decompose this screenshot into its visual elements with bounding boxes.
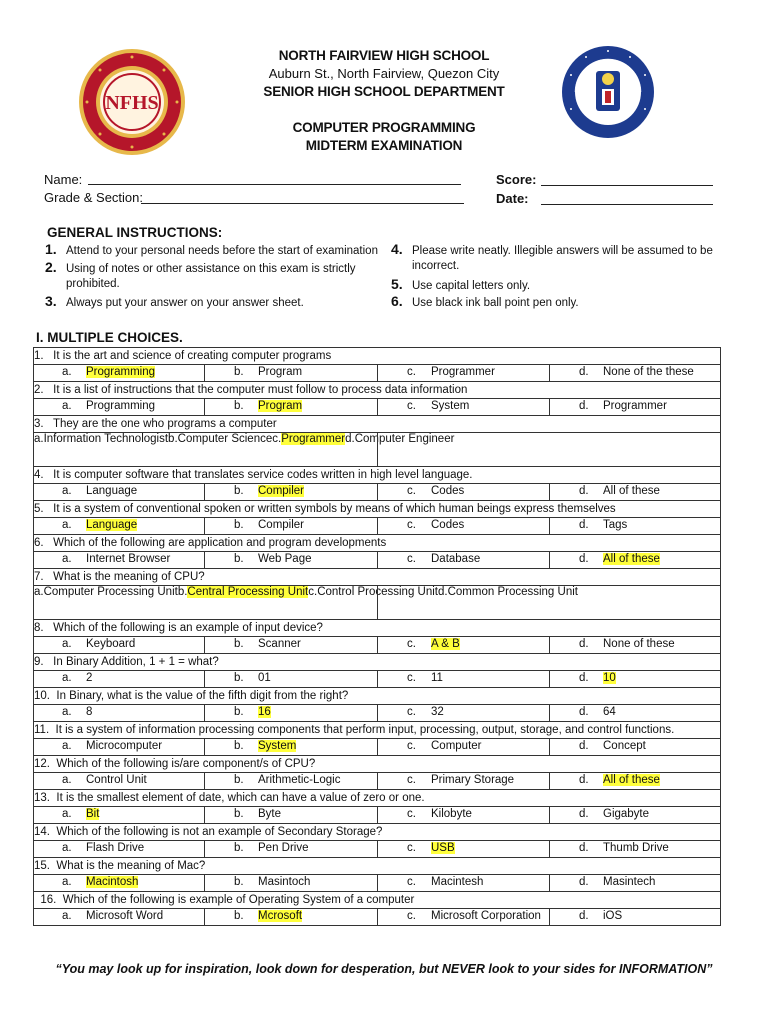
column-divider: [377, 909, 378, 925]
option-letter: c.: [407, 638, 416, 650]
column-divider: [204, 671, 205, 687]
option-letter: c.: [407, 876, 416, 888]
instructions-title: GENERAL INSTRUCTIONS:: [47, 225, 223, 240]
option-letter: b.: [234, 740, 244, 752]
option-letter: d.: [579, 485, 589, 497]
option-letter: b.: [234, 876, 244, 888]
column-divider: [549, 909, 550, 925]
option-letter: b.: [234, 808, 244, 820]
option-text[interactable]: Computer Science: [177, 433, 273, 445]
option-text[interactable]: All of these: [603, 485, 660, 497]
option-letter: b.: [234, 842, 244, 854]
option-letter: a.: [62, 910, 72, 922]
option-text[interactable]: Microcomputer: [86, 740, 163, 752]
grade-section-field[interactable]: [141, 203, 464, 204]
option-letter: a.: [62, 740, 72, 752]
question-text: 14. Which of the following is not an example of Secondary Storage?: [34, 824, 721, 841]
option-text[interactable]: Web Page: [258, 553, 312, 565]
option-text[interactable]: Programming: [86, 400, 156, 412]
option-letter: c.: [407, 485, 416, 497]
column-divider: [377, 875, 378, 891]
column-divider: [549, 739, 550, 755]
option-text[interactable]: Control Unit: [86, 774, 147, 786]
option-text[interactable]: Codes: [431, 519, 465, 531]
question-row: [34, 416, 721, 433]
questions-table: [33, 347, 721, 926]
column-divider: [377, 518, 378, 534]
question-row: [34, 790, 721, 807]
question-text: 5. It is a system of conventional spoken or written symbols by means of which human beings express themselves: [34, 501, 721, 518]
option-letter: d.: [579, 706, 589, 718]
option-text[interactable]: Byte: [258, 808, 282, 820]
options-row: [34, 773, 721, 790]
option-text[interactable]: Internet Browser: [86, 553, 171, 565]
instruction-item: [45, 259, 385, 294]
option-text[interactable]: Control Processing Unit: [317, 586, 438, 598]
option-letter: a.: [62, 706, 72, 718]
option-letter: d.: [579, 876, 589, 888]
option-text[interactable]: Flash Drive: [86, 842, 145, 854]
option-text[interactable]: 8: [86, 706, 93, 718]
subject-title: COMPUTER PROGRAMMING: [292, 120, 476, 135]
column-divider: [204, 773, 205, 789]
question-row: [34, 569, 721, 586]
column-divider: [549, 671, 550, 687]
option-letter: a.: [62, 485, 72, 497]
instruction-number: 2.: [45, 259, 57, 275]
column-divider: [377, 586, 378, 619]
option-letter: a.: [62, 842, 72, 854]
option-text[interactable]: iOS: [603, 910, 623, 922]
column-divider: [549, 637, 550, 653]
option-text[interactable]: Keyboard: [86, 638, 136, 650]
question-row: [34, 654, 721, 671]
exam-title: MIDTERM EXAMINATION: [305, 138, 463, 153]
option-letter: d.: [579, 740, 589, 752]
options-row: [34, 637, 721, 654]
option-letter: d.: [579, 400, 589, 412]
option-answer-highlighted[interactable]: Language: [86, 519, 138, 531]
instruction-text: Always put your answer on your answer sheet.: [66, 297, 304, 309]
option-text[interactable]: Thumb Drive: [603, 842, 669, 854]
option-text[interactable]: Programmer: [603, 400, 667, 412]
question-text: 12. Which of the following is/are component/s of CPU?: [34, 756, 721, 773]
option-text[interactable]: Scanner: [258, 638, 301, 650]
option-letter: c.: [407, 706, 416, 718]
option-letter: d.: [579, 553, 589, 565]
column-divider: [204, 841, 205, 857]
option-letter: a.: [62, 774, 72, 786]
date-field[interactable]: [541, 204, 713, 205]
question-row: [34, 892, 721, 909]
option-text[interactable]: Kilobyte: [431, 808, 472, 820]
option-letter: b.: [234, 366, 244, 378]
option-letter: a.: [62, 366, 72, 378]
column-divider: [204, 484, 205, 500]
column-divider: [204, 365, 205, 381]
instruction-text: Attend to your personal needs before the start of examination: [66, 245, 378, 257]
option-answer-highlighted[interactable]: Macintosh: [86, 876, 139, 888]
option-text[interactable]: Codes: [431, 485, 465, 497]
column-divider: [204, 807, 205, 823]
option-text[interactable]: Programmer: [431, 366, 495, 378]
question-text: 7. What is the meaning of CPU?: [34, 569, 721, 586]
question-row: [34, 824, 721, 841]
question-text: 8. Which of the following is an example of input device?: [34, 620, 721, 637]
column-divider: [377, 552, 378, 568]
option-letter: d.: [579, 842, 589, 854]
column-divider: [204, 875, 205, 891]
question-text: 1. It is the art and science of creating computer programs: [34, 348, 721, 365]
options-row: [34, 739, 721, 756]
column-divider: [549, 484, 550, 500]
question-row: [34, 722, 721, 739]
option-text[interactable]: Concept: [603, 740, 646, 752]
option-text[interactable]: None of the these: [603, 366, 694, 378]
option-letter: d.: [438, 586, 448, 598]
option-text[interactable]: 11: [431, 672, 443, 684]
option-text[interactable]: Macintesh: [431, 876, 484, 888]
column-divider: [204, 518, 205, 534]
score-label: Score:: [496, 172, 537, 187]
option-text[interactable]: 32: [431, 706, 444, 718]
option-text[interactable]: Arithmetic-Logic: [258, 774, 341, 786]
option-letter: c.: [407, 672, 416, 684]
option-letter: c.: [407, 842, 416, 854]
option-text[interactable]: Masintech: [603, 876, 656, 888]
column-divider: [377, 807, 378, 823]
option-letter: a.: [62, 400, 72, 412]
option-text[interactable]: Compiler: [258, 519, 305, 531]
option-answer-highlighted[interactable]: Bit: [86, 808, 100, 820]
options-row: [34, 909, 721, 926]
column-divider: [549, 552, 550, 568]
column-divider: [549, 773, 550, 789]
options-row: [34, 365, 721, 382]
option-letter: a.: [34, 433, 44, 445]
column-divider: [204, 552, 205, 568]
column-divider: [204, 705, 205, 721]
column-divider: [377, 399, 378, 415]
option-letter: d.: [579, 519, 589, 531]
option-text[interactable]: Computer: [431, 740, 482, 752]
column-divider: [377, 365, 378, 381]
column-divider: [549, 705, 550, 721]
column-divider: [377, 739, 378, 755]
option-letter: d.: [579, 638, 589, 650]
instruction-text: Use capital letters only.: [412, 280, 531, 292]
option-text[interactable]: Tags: [603, 519, 628, 531]
question-text: 3. They are the one who programs a computer: [34, 416, 721, 433]
question-text: 11. It is a system of information processing components that perform input, processing, output, storage, and control functions.: [34, 722, 721, 739]
score-field[interactable]: [541, 185, 713, 186]
column-divider: [549, 807, 550, 823]
column-divider: [377, 484, 378, 500]
instruction-item: [45, 241, 385, 260]
column-divider: [204, 399, 205, 415]
option-letter: a.: [62, 553, 72, 565]
option-letter: b.: [168, 433, 178, 445]
column-divider: [377, 841, 378, 857]
option-letter: c.: [407, 366, 416, 378]
options-row: [34, 433, 721, 467]
column-divider: [204, 909, 205, 925]
options-row: [34, 552, 721, 569]
instruction-text: Use black ink ball point pen only.: [412, 297, 579, 309]
instruction-text: Using of notes or other assistance on this exam is strictly: [66, 263, 356, 275]
option-answer-highlighted[interactable]: Compiler: [258, 485, 305, 497]
option-answer-highlighted[interactable]: All of these: [603, 553, 660, 565]
option-text[interactable]: Pen Drive: [258, 842, 309, 854]
option-letter: c.: [407, 774, 416, 786]
options-row: [34, 705, 721, 722]
question-text: 9. In Binary Addition, 1 + 1 = what?: [34, 654, 721, 671]
option-text[interactable]: System: [431, 400, 470, 412]
instruction-text: prohibited.: [66, 278, 120, 290]
instruction-number: 3.: [45, 293, 57, 309]
option-answer-highlighted[interactable]: Program: [258, 400, 303, 412]
option-answer-highlighted[interactable]: All of these: [603, 774, 660, 786]
option-letter: b.: [234, 553, 244, 565]
option-letter: b.: [234, 519, 244, 531]
option-letter: d.: [579, 672, 589, 684]
option-letter: c.: [308, 586, 318, 598]
option-answer-highlighted[interactable]: Programmer: [281, 433, 346, 445]
question-text: 13. It is the smallest element of date, which can have a value of zero or one.: [34, 790, 721, 807]
options-row: [34, 399, 721, 416]
option-letter: d.: [345, 433, 355, 445]
option-letter: a.: [62, 876, 72, 888]
option-text[interactable]: None of these: [603, 638, 675, 650]
name-label: Name:: [44, 172, 83, 187]
option-answer-highlighted[interactable]: USB: [431, 842, 455, 854]
question-row: [34, 501, 721, 518]
option-letter: c.: [272, 433, 282, 445]
option-letter: a.: [62, 519, 72, 531]
school-address: Auburn St., North Fairview, Quezon City: [268, 66, 500, 81]
option-answer-highlighted[interactable]: 16: [258, 706, 271, 718]
question-text: 6. Which of the following are application and program developments: [34, 535, 721, 552]
option-text[interactable]: Gigabyte: [603, 808, 650, 820]
option-text[interactable]: Information Technologist: [43, 433, 169, 445]
option-letter: b.: [234, 638, 244, 650]
option-letter: b.: [234, 706, 244, 718]
option-letter: b.: [234, 672, 244, 684]
option-answer-highlighted[interactable]: Mcrosoft: [258, 910, 303, 922]
options-row: [34, 586, 721, 620]
option-letter: a.: [34, 586, 44, 598]
column-divider: [549, 365, 550, 381]
question-row: [34, 756, 721, 773]
question-row: [34, 467, 721, 484]
option-letter: a.: [62, 672, 72, 684]
option-letter: c.: [407, 808, 416, 820]
column-divider: [204, 637, 205, 653]
option-answer-highlighted[interactable]: Central Processing Unit: [187, 586, 309, 598]
option-letter: d.: [579, 774, 589, 786]
column-divider: [204, 739, 205, 755]
question-text: 15. What is the meaning of Mac?: [34, 858, 721, 875]
instruction-number: 4.: [391, 241, 403, 257]
option-answer-highlighted[interactable]: Programming: [86, 366, 156, 378]
option-text[interactable]: Computer Engineer: [354, 433, 455, 445]
instruction-number: 5.: [391, 276, 403, 292]
question-row: [34, 348, 721, 365]
instruction-item: [45, 293, 385, 312]
option-text[interactable]: Language: [86, 485, 138, 497]
option-text[interactable]: 2: [86, 672, 93, 684]
option-letter: c.: [407, 910, 416, 922]
option-letter: a.: [62, 808, 72, 820]
option-letter: c.: [407, 519, 416, 531]
question-text: 16. Which of the following is example of Operating System of a computer: [34, 892, 721, 909]
option-answer-highlighted[interactable]: A & B: [431, 638, 460, 650]
instruction-text: incorrect.: [412, 260, 460, 272]
option-text[interactable]: Microsoft Word: [86, 910, 164, 922]
instruction-text: Please write neatly. Illegible answers will be assumed to be: [412, 245, 713, 257]
option-text[interactable]: Computer Processing Unit: [43, 586, 178, 598]
column-divider: [549, 518, 550, 534]
column-divider: [377, 705, 378, 721]
option-letter: a.: [62, 638, 72, 650]
question-text: 10. In Binary, what is the value of the fifth digit from the right?: [34, 688, 721, 705]
options-row: [34, 518, 721, 535]
instruction-item: [391, 276, 731, 295]
section-title: I. MULTIPLE CHOICES.: [36, 330, 183, 345]
option-text[interactable]: Microsoft Corporation: [431, 910, 541, 922]
options-row: [34, 484, 721, 501]
options-row: [34, 807, 721, 824]
option-text[interactable]: Common Processing Unit: [447, 586, 578, 598]
option-letter: c.: [407, 740, 416, 752]
option-letter: b.: [177, 586, 188, 598]
date-label: Date:: [496, 191, 529, 206]
option-letter: b.: [234, 400, 244, 412]
instruction-number: 1.: [45, 241, 57, 257]
option-letter: c.: [407, 400, 416, 412]
department-name: SENIOR HIGH SCHOOL DEPARTMENT: [263, 84, 505, 99]
column-divider: [377, 637, 378, 653]
option-text[interactable]: 64: [603, 706, 616, 718]
options-row: [34, 841, 721, 858]
footer-quote: “You may look up for inspiration, look down for desperation, but NEVER look to your sides for INFORMATION”: [55, 962, 713, 976]
option-answer-highlighted[interactable]: 10: [603, 672, 616, 684]
option-letter: b.: [234, 910, 244, 922]
option-letter: d.: [579, 366, 589, 378]
option-text[interactable]: Primary Storage: [431, 774, 515, 786]
column-divider: [549, 399, 550, 415]
column-divider: [377, 773, 378, 789]
option-letter: c.: [407, 553, 416, 565]
name-field[interactable]: [88, 184, 461, 185]
option-text[interactable]: Database: [431, 553, 481, 565]
column-divider: [377, 671, 378, 687]
option-letter: b.: [234, 774, 244, 786]
options-row: [34, 671, 721, 688]
instruction-item: [391, 241, 731, 276]
question-row: [34, 620, 721, 637]
column-divider: [549, 841, 550, 857]
question-row: [34, 382, 721, 399]
instruction-number: 6.: [391, 293, 403, 309]
option-text[interactable]: Program: [258, 366, 303, 378]
question-row: [34, 688, 721, 705]
option-letter: b.: [234, 485, 244, 497]
instruction-item: [391, 293, 731, 312]
svg-text:NFHS: NFHS: [105, 92, 159, 114]
column-divider: [377, 433, 378, 466]
option-text[interactable]: 01: [258, 672, 271, 684]
option-letter: d.: [579, 808, 589, 820]
options-row: [34, 875, 721, 892]
question-row: [34, 858, 721, 875]
option-text[interactable]: Masintoch: [258, 876, 311, 888]
question-text: 2. It is a list of instructions that the computer must follow to process data information: [34, 382, 721, 399]
grade-section-label: Grade & Section:: [44, 190, 143, 205]
option-answer-highlighted[interactable]: System: [258, 740, 297, 752]
school-name: NORTH FAIRVIEW HIGH SCHOOL: [278, 48, 490, 63]
question-row: [34, 535, 721, 552]
option-letter: d.: [579, 910, 589, 922]
question-text: 4. It is computer software that translates service codes written in high level language.: [34, 467, 721, 484]
column-divider: [549, 875, 550, 891]
